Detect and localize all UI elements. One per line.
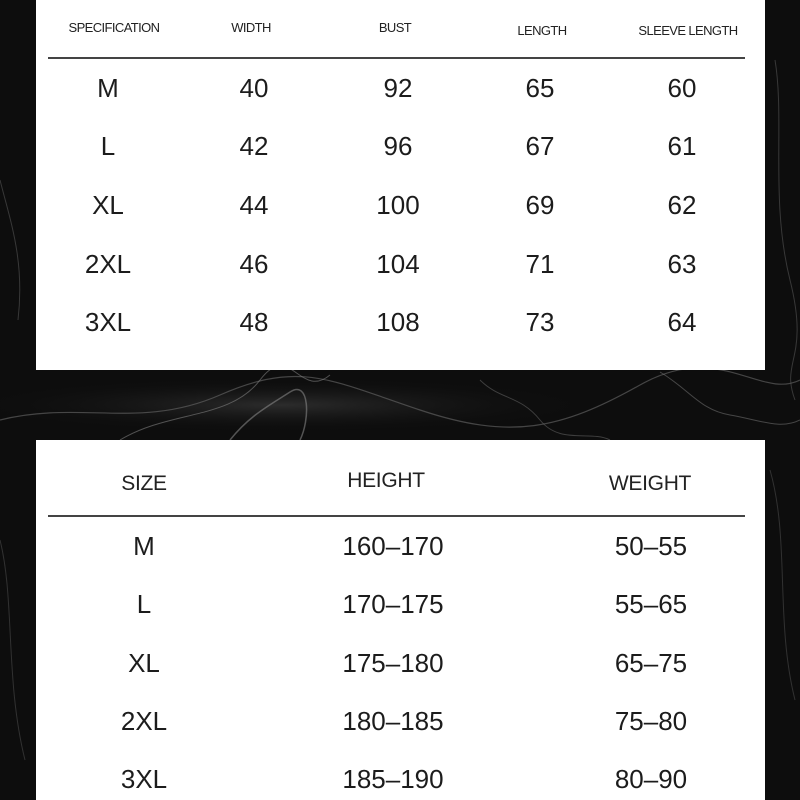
size-height-range: 180–185: [342, 706, 444, 736]
size-height-range: 175–180: [342, 648, 444, 678]
size-height-range: 160–170: [342, 531, 444, 561]
spec-length: 67: [525, 131, 555, 161]
size-header-weight: WEIGHT: [608, 472, 692, 495]
spec-bust: 96: [383, 131, 413, 161]
size-weight-range: 65–75: [614, 648, 688, 678]
spec-length: 73: [525, 307, 555, 337]
spec-width: 44: [239, 190, 269, 220]
size-table: [36, 440, 765, 800]
spec-sleeve-length: 62: [667, 190, 697, 220]
size-header-height: HEIGHT: [347, 469, 425, 492]
spec-size: 3XL: [84, 307, 132, 337]
spec-width: 46: [239, 249, 269, 279]
specification-table: [36, 0, 765, 370]
spec-header-width: WIDTH: [231, 20, 271, 35]
size-weight-range: 50–55: [614, 531, 688, 561]
spec-sleeve-length: 63: [667, 249, 697, 279]
size-label: L: [136, 589, 152, 619]
spec-bust: 108: [376, 307, 420, 337]
spec-header-bust: BUST: [378, 20, 412, 35]
spec-bust: 92: [383, 73, 413, 103]
size-height-range: 170–175: [342, 589, 444, 619]
size-weight-range: 55–65: [614, 589, 688, 619]
size-label: 3XL: [120, 764, 168, 794]
size-height-range: 185–190: [342, 764, 444, 794]
spec-header-divider: [48, 57, 745, 59]
spec-length: 71: [525, 249, 555, 279]
spec-width: 40: [239, 73, 269, 103]
spec-size: L: [100, 131, 116, 161]
size-weight-range: 80–90: [614, 764, 688, 794]
size-label: 2XL: [120, 706, 168, 736]
spec-width: 48: [239, 307, 269, 337]
spec-width: 42: [239, 131, 269, 161]
spec-bust: 100: [376, 190, 420, 220]
size-label: XL: [128, 648, 160, 678]
spec-sleeve-length: 60: [667, 73, 697, 103]
spec-size: M: [97, 73, 119, 103]
size-label: M: [133, 531, 155, 561]
spec-sleeve-length: 64: [667, 307, 697, 337]
spec-sleeve-length: 61: [667, 131, 697, 161]
size-header-divider: [48, 515, 745, 517]
spec-header-length: LENGTH: [517, 23, 567, 38]
spec-length: 65: [525, 73, 555, 103]
size-weight-range: 75–80: [614, 706, 688, 736]
spec-header-specification: SPECIFICATION: [68, 20, 160, 35]
spec-header-sleeve-length: SLEEVE LENGTH: [638, 23, 738, 38]
size-header-size: SIZE: [121, 472, 167, 495]
spec-bust: 104: [376, 249, 420, 279]
spec-size: 2XL: [84, 249, 132, 279]
spec-length: 69: [525, 190, 555, 220]
spec-size: XL: [92, 190, 124, 220]
